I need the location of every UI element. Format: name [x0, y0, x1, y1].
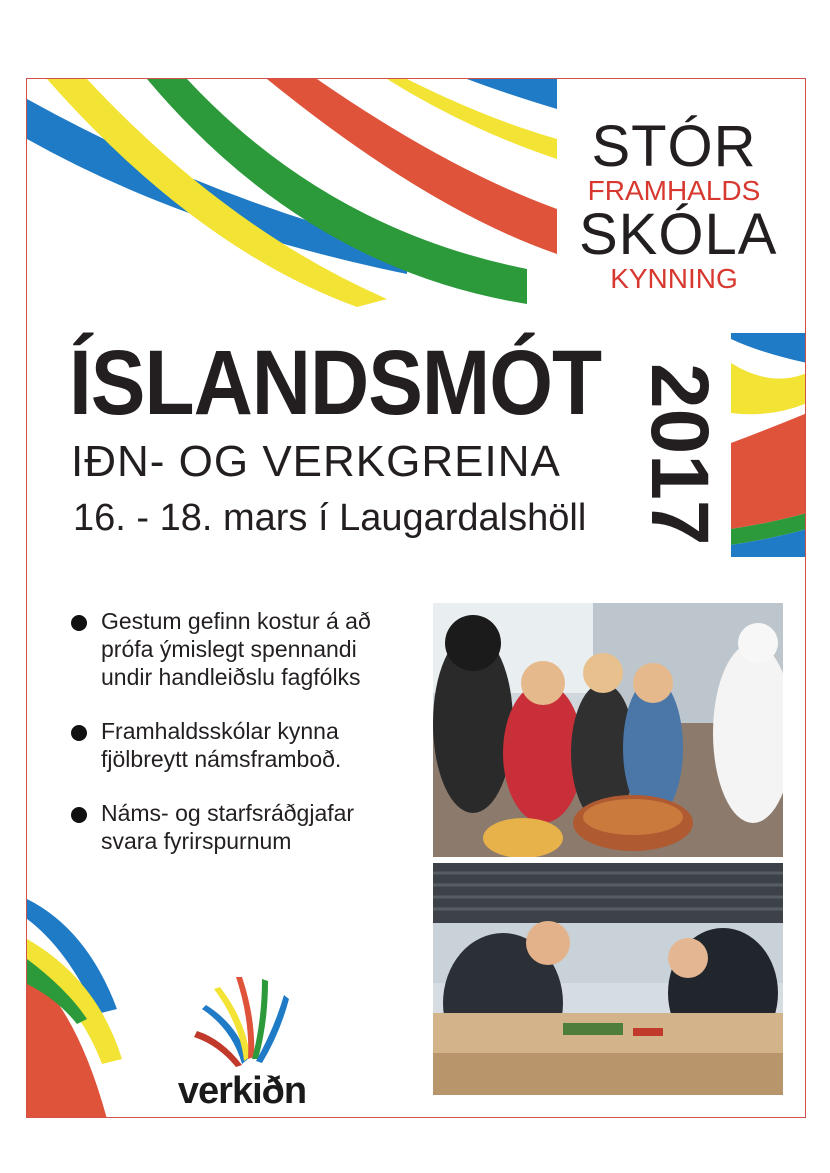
bullet-dot-icon: [71, 615, 87, 631]
bullet-item: [71, 799, 431, 855]
badge-line-2: FRAMHALDS: [587, 175, 761, 206]
event-year: 2017: [634, 363, 725, 546]
verkidn-logo-icon: [192, 969, 292, 1069]
bullet-text: Framhaldsskólar kynna fjölbreytt námsframboð.: [101, 718, 342, 772]
verkidn-logo: [157, 969, 327, 1113]
event-title: ÍSLANDSMÓT: [69, 332, 602, 435]
poster: [26, 78, 806, 1118]
badge-line-4: KYNNING: [610, 263, 738, 294]
cooking-photo: [433, 603, 783, 857]
bullet-text: Gestum gefinn kostur á að prófa ýmislegt spennandi undir handleiðslu fagfólks: [101, 608, 371, 690]
badge-line-1: STÓR: [591, 114, 757, 179]
event-subtitle: IÐN- OG VERKGREINA: [71, 437, 561, 486]
bullet-dot-icon: [71, 725, 87, 741]
bullet-item: [71, 717, 431, 773]
workshop-photo: [433, 863, 783, 1095]
bottom-stripes-graphic: [27, 899, 137, 1118]
bullet-list: [71, 607, 431, 881]
top-stripes-graphic: [27, 79, 587, 309]
event-dates: 16. - 18. mars í Laugardalshöll: [73, 497, 587, 539]
badge-line-3: SKÓLA: [579, 202, 778, 267]
bullet-item: [71, 607, 431, 691]
logo-wordmark: verkiðn: [177, 1070, 307, 1112]
event-badge: [579, 114, 778, 295]
bullet-dot-icon: [71, 807, 87, 823]
bullet-text: Náms- og starfsráðgjafar svara fyrirspurnum: [101, 800, 355, 854]
right-stripes-graphic: [731, 333, 806, 557]
